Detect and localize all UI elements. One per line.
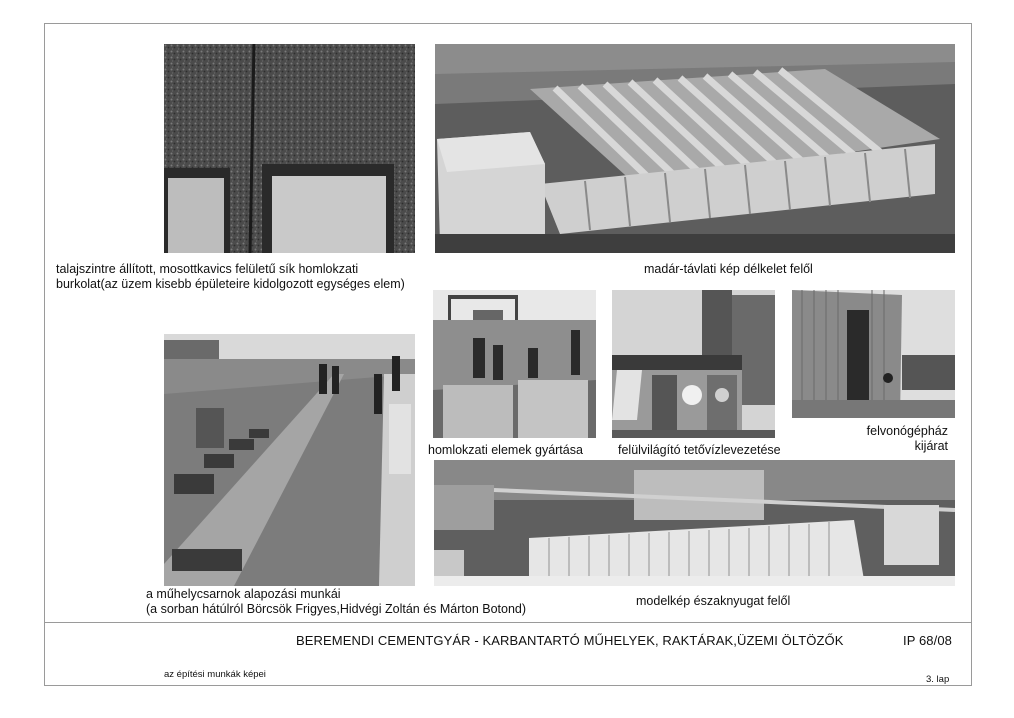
model-caption: modelkép északnyugat felől [636,594,791,608]
facade-caption-line2: burkolat(az üzem kisebb épületeire kidolgozott egységes elem) [56,277,405,291]
facade-detail-photo [164,44,415,253]
elevator-caption-line1: felvonógépház [866,424,948,438]
model-photo [434,460,955,586]
foundation-caption-line2: (a sorban hátúlról Börcsök Frigyes,Hidvégi Zoltán és Márton Botond) [146,602,527,616]
title-block-divider [44,622,972,623]
sheet-subtitle: az építési munkák képei [164,669,266,680]
facade-caption-line1: talajszintre állított, mosottkavics felületű sík homlokzati [56,262,359,276]
skylight-caption: felülvilágító tetővízlevezetése [618,443,781,457]
elevator-caption-line2: kijárat [914,439,948,453]
page-number: 3. lap [926,674,950,685]
aerial-caption: madár-távlati kép délkelet felől [644,262,813,276]
elevator-house-photo [792,290,955,418]
skylight-drainage-photo [612,290,775,438]
element-production-photo [433,290,596,438]
aerial-view-photo [435,44,955,253]
project-title: BEREMENDI CEMENTGYÁR - KARBANTARTÓ MŰHELYEK, RAKTÁRAK,ÜZEMI ÖLTÖZŐK [296,633,844,648]
production-caption: homlokzati elemek gyártása [428,443,583,457]
drawing-code: IP 68/08 [903,633,952,648]
foundation-caption-line1: a műhelycsarnok alapozási munkái [146,587,341,601]
foundation-works-photo [164,334,415,586]
